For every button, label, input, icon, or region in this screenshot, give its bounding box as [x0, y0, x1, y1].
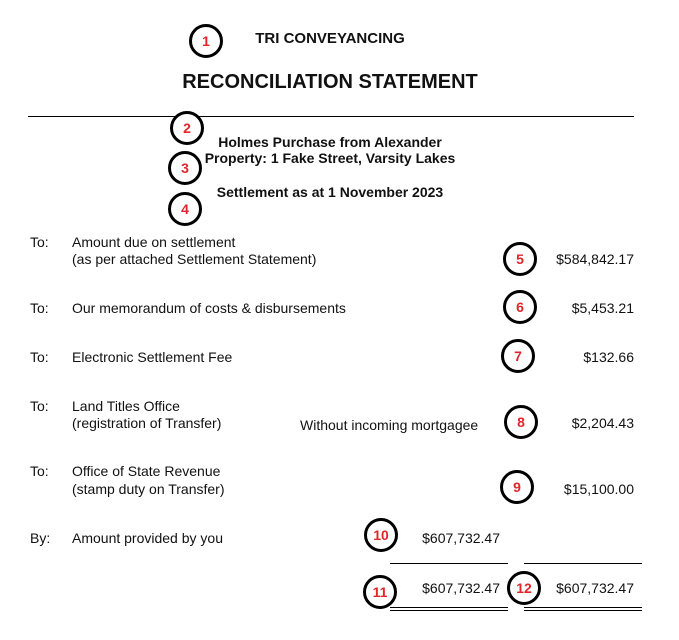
right-total: $607,732.47 [556, 580, 634, 596]
property-address: Property: 1 Fake Street, Varsity Lakes [204, 150, 456, 166]
marker-8: 8 [504, 405, 538, 439]
matter-title: Holmes Purchase from Alexander [218, 134, 442, 150]
row-description: Our memorandum of costs & disbursements [72, 300, 346, 316]
row-prefix: To: [30, 300, 49, 316]
marker-2: 2 [170, 111, 204, 145]
marker-10: 10 [364, 518, 398, 552]
firm-name: TRI CONVEYANCING [255, 30, 405, 47]
row-description: Office of State Revenue [72, 463, 221, 479]
right-double-rule-top [524, 607, 642, 608]
title-divider [28, 116, 634, 117]
row-amount: $15,100.00 [563, 481, 634, 497]
row-amount: $2,204.43 [571, 415, 634, 431]
marker-4: 4 [168, 192, 202, 226]
provided-amount: $607,732.47 [422, 530, 500, 546]
row-prefix: To: [30, 398, 49, 414]
marker-1: 1 [189, 24, 223, 58]
row-description-sub: (registration of Transfer) [72, 415, 222, 431]
row-amount: $5,453.21 [571, 300, 634, 316]
row-description: Amount due on settlement [72, 234, 236, 250]
marker-3: 3 [168, 151, 202, 185]
marker-5: 5 [503, 242, 537, 276]
right-double-rule-bottom [524, 610, 642, 611]
left-total: $607,732.47 [422, 580, 500, 596]
row-description: Electronic Settlement Fee [72, 349, 233, 365]
marker-7: 7 [501, 339, 535, 373]
row-note: Without incoming mortgagee [300, 417, 479, 433]
left-subtotal-rule [390, 563, 508, 564]
marker-6: 6 [503, 290, 537, 324]
row-description: Amount provided by you [72, 530, 223, 546]
marker-9: 9 [500, 470, 534, 504]
row-amount: $584,842.17 [556, 251, 634, 267]
document-title: RECONCILIATION STATEMENT [182, 71, 478, 93]
row-prefix: By: [30, 530, 51, 546]
row-prefix: To: [30, 349, 49, 365]
left-double-rule-bottom [390, 610, 508, 611]
right-subtotal-rule [524, 563, 642, 564]
marker-11: 11 [363, 575, 397, 609]
row-prefix: To: [30, 463, 49, 479]
row-description: Land Titles Office [72, 398, 180, 414]
row-prefix: To: [30, 234, 49, 250]
row-description-sub: (stamp duty on Transfer) [72, 481, 225, 497]
row-amount: $132.66 [583, 349, 634, 365]
left-double-rule-top [390, 607, 508, 608]
row-description-sub: (as per attached Settlement Statement) [72, 251, 317, 267]
marker-12: 12 [507, 571, 541, 605]
settlement-date: Settlement as at 1 November 2023 [216, 184, 444, 200]
